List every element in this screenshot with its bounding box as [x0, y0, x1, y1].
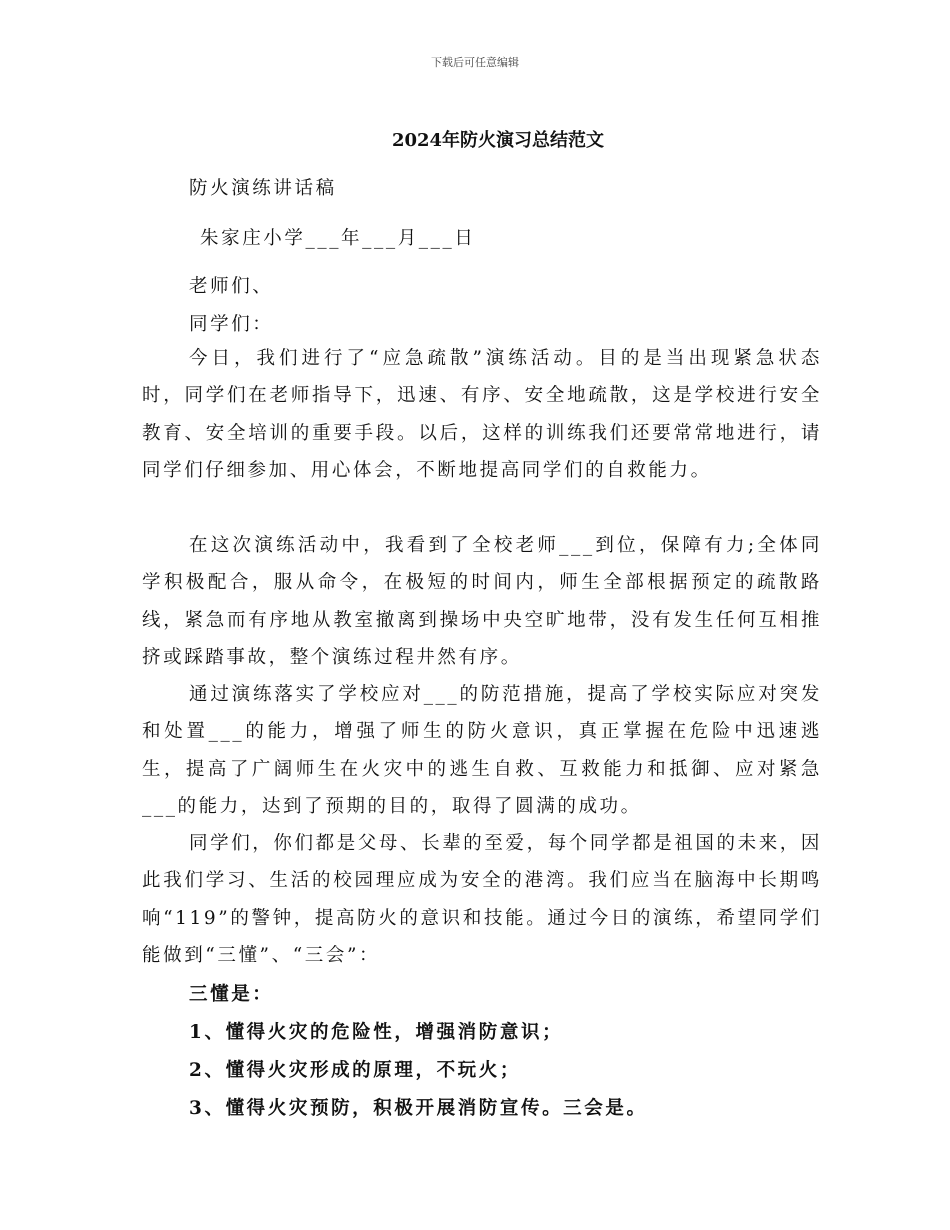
paragraph-4: 同学们，你们都是父母、长辈的至爱，每个同学都是祖国的未来，因此我们学习、生活的校园理应成为安全的港湾。我们应当在脑海中长期鸣响“119”的警钟，提高防火的意识和技能。通过今日的演练，希望同学们能做到“三懂”、“三会”： [142, 833, 823, 967]
paragraph-3: 通过演练落实了学校应对___的防范措施，提高了学校实际应对突发和处置___的能力，增强了师生的防火意识，真正掌握在危险中迅速逃生，提高了广阔师生在火灾中的逃生自救、互救能力和抵御、应对紧急___的能力，达到了预期的目的，取得了圆满的成功。 [142, 684, 822, 818]
greeting-teachers: 老师们、 [189, 276, 274, 297]
paragraph-2: 在这次演练活动中，我看到了全校老师___到位，保障有力;全体同学积极配合，服从命令，在极短的时间内，师生全部根据预定的疏散路线，紧急而有序地从教室撤离到操场中央空旷地带，没有发生任何互相推挤或踩踏事故，整个演练过程井然有序。 [142, 535, 822, 669]
san-dong-item: 3、懂得火灾预防，积极开展消防宣传。三会是。 [189, 1098, 648, 1119]
greeting-students: 同学们： [189, 314, 274, 335]
san-dong-heading: 三懂是： [189, 984, 274, 1005]
paragraph-1: 今日，我们进行了“应急疏散”演练活动。目的是当出现紧急状态时，同学们在老师指导下，迅速、有序、安全地疏散，这是学校进行安全教育、安全培训的重要手段。以后，这样的训练我们还要常常地进行，请同学们仔细参加、用心体会，不断地提高同学们的自救能力。 [142, 348, 822, 482]
school-date-line: 朱家庄小学___年___月___日 [200, 228, 476, 249]
header-note: 下载后可任意编辑 [431, 56, 519, 69]
subtitle: 防火演练讲话稿 [189, 178, 337, 199]
page-title: 2024年防火演习总结范文 [391, 130, 605, 151]
san-dong-item: 1、懂得火灾的危险性，增强消防意识； [189, 1022, 564, 1043]
san-dong-item: 2、懂得火灾形成的原理，不玩火； [189, 1060, 521, 1081]
